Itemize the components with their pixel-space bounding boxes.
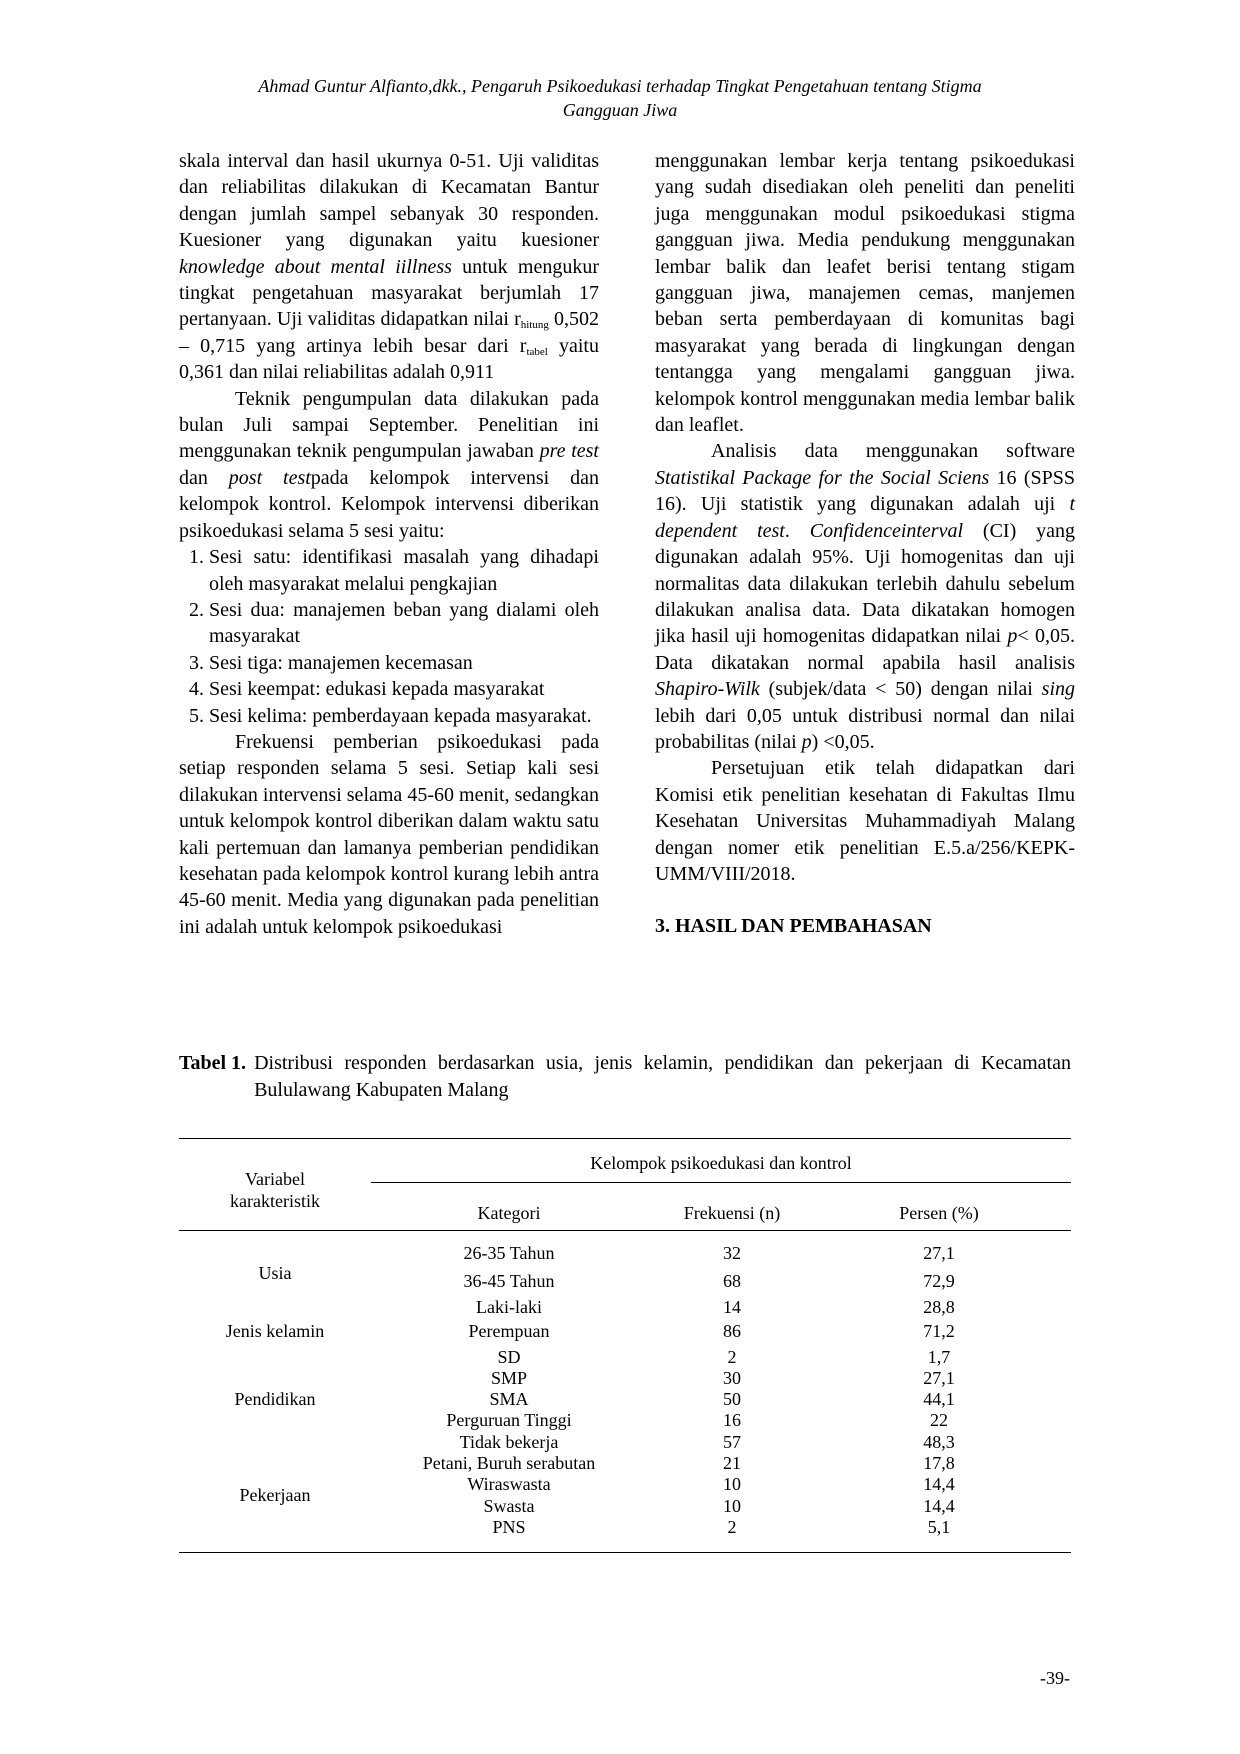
cell-kategori: Laki-laki xyxy=(476,1297,542,1317)
running-header xyxy=(150,74,1090,122)
header-kategori: Kategori xyxy=(477,1203,541,1223)
page-number: -39- xyxy=(1040,1668,1070,1688)
cell-kategori: Wiraswasta xyxy=(467,1474,551,1494)
header-persen: Persen (%) xyxy=(899,1203,979,1223)
list-item: 1. Sesi satu: identifikasi masalah yang dihadapi oleh masyarakat melalui pengkajian xyxy=(209,544,599,597)
cell-frekuensi: 21 xyxy=(723,1453,741,1473)
cell-persen: 71,2 xyxy=(923,1321,955,1341)
table-header-rule xyxy=(179,1230,1071,1231)
header-variabel: Variabel xyxy=(245,1169,305,1189)
group-usia: Usia xyxy=(258,1263,292,1283)
right-paragraph-2: Analisis data menggunakan software Statistikal Package for the Social Sciens 16 (SPSS 16). Uji statistik yang digunakan adalah uji t dependent test. Confidenceinterval (CI) yang digunakan adalah 95%. Uji homogenitas dan uji normalitas data dilakukan terlebih dahulu sebelum dilakukan analisa data. Data dikatakan homogen jika hasil uji homogenitas didapatkan nilai p< 0,05. Data dikatakan normal apabila hasil analisis Shapiro-Wilk (subjek/data < 50) dengan nilai sing lebih dari 0,05 untuk distribusi normal dan nilai probabilitas (nilai p) <0,05. xyxy=(655,440,1076,753)
cell-frekuensi: 32 xyxy=(723,1243,741,1263)
list-item: 3. Sesi tiga: manajemen kecemasan xyxy=(209,650,599,676)
right-paragraph-1: menggunakan lembar kerja tentang psikoedukasi yang sudah disediakan oleh peneliti dan peneliti juga menggunakan modul psikoedukasi stigma gangguan jiwa. Media pendukung menggunakan lembar balik dan leafet berisi tentang stigam gangguan jiwa, manajemen cemas, manjemen beban serta pemberdayaan di komunitas bagi masyarakat yang berada di lingkungan dengan tentangga yang mengalami gangguan jiwa. kelompok kontrol menggunakan media lembar balik dan leaflet. xyxy=(655,150,1075,437)
cell-kategori: 36-45 Tahun xyxy=(463,1271,555,1291)
cell-kategori: Swasta xyxy=(483,1496,535,1516)
cell-persen: 44,1 xyxy=(923,1389,955,1409)
right-column xyxy=(655,148,1075,939)
header-frekuensi: Frekuensi (n) xyxy=(683,1203,781,1223)
cell-frekuensi: 30 xyxy=(723,1368,741,1388)
cell-persen: 22 xyxy=(930,1410,948,1430)
cell-frekuensi: 2 xyxy=(727,1517,737,1537)
cell-kategori: SD xyxy=(497,1347,521,1367)
session-list xyxy=(179,544,599,729)
cell-persen: 14,4 xyxy=(923,1474,955,1494)
left-paragraph-3: Frekuensi pemberian psikoedukasi pada setiap responden selama 5 sesi. Setiap kali sesi dilakukan intervensi selama 45-60 menit, sedangkan untuk kelompok kontrol diberikan dalam waktu satu kali pertemuan dan lamanya pemberian pendidikan kesehatan pada kelompok kontrol kurang lebih antra 45-60 menit. Media yang digunakan pada penelitian ini adalah untuk kelompok psikoedukasi xyxy=(179,730,599,938)
cell-frekuensi: 2 xyxy=(727,1347,737,1367)
running-header-line-2: Gangguan Jiwa xyxy=(562,100,678,120)
cell-kategori: Perempuan xyxy=(468,1321,550,1341)
right-paragraph-3: Persetujuan etik telah didapatkan dari Komisi etik penelitian kesehatan di Fakultas Ilmu Kesehatan Universitas Muhammadiyah Malang dengan nomer etik penelitian E.5.a/256/KEPK-UMM/VIII/2018. xyxy=(655,757,1075,885)
cell-kategori: PNS xyxy=(492,1517,526,1537)
cell-persen: 72,9 xyxy=(923,1271,955,1291)
cell-persen: 27,1 xyxy=(923,1243,955,1263)
cell-persen: 27,1 xyxy=(923,1368,955,1388)
cell-persen: 1,7 xyxy=(927,1347,951,1367)
list-item: 2. Sesi dua: manajemen beban yang dialami oleh masyarakat xyxy=(209,597,599,650)
cell-kategori: Perguruan Tinggi xyxy=(446,1410,572,1430)
cell-frekuensi: 86 xyxy=(723,1321,741,1341)
cell-kategori: Tidak bekerja xyxy=(459,1432,559,1452)
cell-frekuensi: 10 xyxy=(723,1474,741,1494)
cell-persen: 5,1 xyxy=(927,1517,951,1537)
cell-frekuensi: 14 xyxy=(723,1297,741,1317)
cell-kategori: Petani, Buruh serabutan xyxy=(422,1453,596,1473)
cell-persen: 14,4 xyxy=(923,1496,955,1516)
table-caption-text: Distribusi responden berdasarkan usia, jenis kelamin, pendidikan dan pekerjaan di Kecamatan Bululawang Kabupaten Malang xyxy=(254,1052,1071,1101)
cell-frekuensi: 57 xyxy=(723,1432,741,1452)
cell-persen: 28,8 xyxy=(923,1297,955,1317)
cell-kategori: 26-35 Tahun xyxy=(463,1243,555,1263)
table-caption-label: Tabel 1. xyxy=(179,1052,247,1074)
header-karakteristik: karakteristik xyxy=(230,1191,320,1211)
group-jenis-kelamin: Jenis kelamin xyxy=(225,1321,325,1341)
cell-kategori: SMA xyxy=(489,1389,529,1409)
cell-frekuensi: 68 xyxy=(723,1271,741,1291)
list-item: 5. Sesi kelima: pemberdayaan kepada masyarakat. xyxy=(209,703,599,729)
left-paragraph-2: Teknik pengumpulan data dilakukan pada bulan Juli sampai September. Penelitian ini menggunakan teknik pengumpulan jawaban pre test dan post testpada kelompok intervensi dan kelompok kontrol. Kelompok intervensi diberikan psikoedukasi selama 5 sesi yaitu: xyxy=(179,387,599,542)
cell-frekuensi: 10 xyxy=(723,1496,741,1516)
running-header-line-1: Ahmad Guntur Alfianto,dkk., Pengaruh Psikoedukasi terhadap Tingkat Pengetahuan tentang Stigma xyxy=(258,76,982,96)
group-pekerjaan: Pekerjaan xyxy=(239,1485,311,1505)
header-group: Kelompok psikoedukasi dan kontrol xyxy=(590,1153,852,1173)
list-item: 4. Sesi keempat: edukasi kepada masyarakat xyxy=(209,676,599,702)
table-caption xyxy=(179,1050,1071,1104)
table-top-rule xyxy=(179,1138,1071,1139)
left-paragraph-1: skala interval dan hasil ukurnya 0-51. Uji validitas dan reliabilitas dilakukan di Kecamatan Bantur dengan jumlah sampel sebanyak 30 responden. Kuesioner yang digunakan yaitu kuesioner knowledge about mental iillness untuk mengukur tingkat pengetahuan masyarakat berjumlah 17 pertanyaan. Uji validitas didapatkan nilai $r_{hitung}$ 0,502 – 0,715 yang artinya lebih besar dari $r_{tabel}$ yaitu 0,361 dan nilai reliabilitas adalah 0,911 xyxy=(179,150,600,384)
left-column xyxy=(179,148,599,940)
cell-kategori: SMP xyxy=(490,1368,528,1388)
table-bottom-rule xyxy=(179,1552,1071,1553)
section-title: 3. HASIL DAN PEMBAHASAN xyxy=(655,915,932,938)
cell-frekuensi: 16 xyxy=(723,1410,741,1430)
cell-persen: 48,3 xyxy=(923,1432,955,1452)
group-pendidikan: Pendidikan xyxy=(234,1389,316,1409)
cell-frekuensi: 50 xyxy=(723,1389,741,1409)
cell-persen: 17,8 xyxy=(923,1453,955,1473)
table-sub-rule xyxy=(371,1182,1071,1183)
